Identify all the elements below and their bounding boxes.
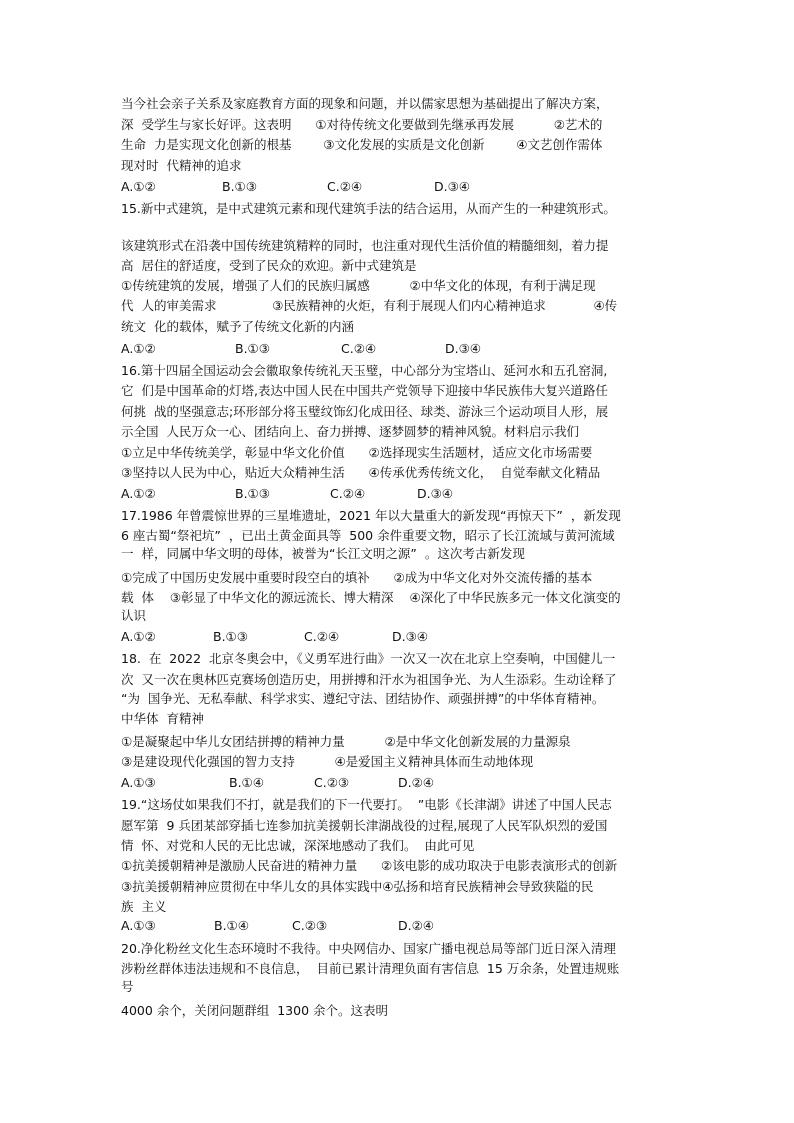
q16-option-b[interactable]: B.①③	[235, 486, 270, 501]
q19-choice-line-3: 族 主义	[121, 899, 167, 914]
q18-stem-line-2: 次 又一次在奥林匹克赛场创造历史，用拼搏和汗水为祖国争光、为人生添彩。生动诠释了	[121, 672, 617, 687]
q16-option-d[interactable]: D.③④	[417, 486, 454, 501]
q14-stem-line-3: 生命 力是实现文化创新的根基 ③文化发展的实质是文化创新 ④文艺创作需体	[121, 137, 603, 152]
q17-option-d[interactable]: D.③④	[392, 629, 429, 644]
q18-choice-line-1: ①是凝聚起中华儿女团结拼搏的精神力量 ②是中华文化创新发展的力量源泉	[121, 734, 571, 749]
q16-stem-line-2: 它 们是中国革命的灯塔,表达中国人民在中国共产党领导下迎接中华民族伟大复兴道路任	[121, 383, 608, 398]
q18-option-b[interactable]: B.①④	[229, 775, 264, 790]
q14-option-c[interactable]: C.②④	[327, 179, 363, 194]
q14-stem-line-1: 当今社会亲子关系及家庭教育方面的现象和问题，并以儒家思想为基础提出了解决方案，	[121, 96, 609, 111]
q17-option-c[interactable]: C.②④	[304, 629, 340, 644]
q15-stem-line-3: 高 居住的舒适度，受到了民众的欢迎。新中式建筑是	[121, 258, 417, 273]
q17-choice-line-3: 认识	[121, 608, 147, 623]
q16-options	[121, 485, 681, 503]
q20-stem-line-1: 20.净化粉丝文化生态环境时不我待。中央网信办、国家广播电视总局等部门近日深入清理	[121, 941, 616, 956]
q19-choice-line-1: ①抗美援朝精神是激励人民奋进的精神力量 ②该电影的成功取决于电影表演形式的创新	[121, 858, 618, 873]
q19-option-d[interactable]: D.②④	[398, 918, 435, 933]
q17-option-a[interactable]: A.①②	[121, 629, 156, 644]
q18-stem-line-1: 18. 在 2022 北京冬奥会中，《义勇军进行曲》一次又一次在北京上空奏响，中国健儿一	[121, 651, 616, 666]
q17-choice-line-1: ①完成了中国历史发展中重要时段空白的填补 ②成为中华文化对外交流传播的基本	[121, 570, 593, 585]
q14-stem-line-2: 深 受学生与家长好评。这表明 ①对待传统文化要做到先继承再发展 ②艺术的	[121, 117, 603, 132]
q20-stem-line-3: 号	[121, 979, 134, 994]
q19-options	[121, 917, 681, 935]
q18-stem-line-4: 中华体 育精神	[121, 711, 204, 726]
q19-stem-line-3: 情 怀、对党和人民的无比忠诚，深深地感动了我们。 由此可见	[121, 838, 475, 853]
q15-stem-line-4: ①传统建筑的发展，增强了人们的民族归属感 ②中华文化的体现，有利于满足现	[121, 278, 596, 293]
q19-stem-line-1: 19.“这场仗如果我们不打，就是我们的下一代要打。 ”电影《长津湖》讲述了中国人民志	[121, 797, 612, 812]
q19-option-a[interactable]: A.①③	[121, 918, 156, 933]
q17-option-b[interactable]: B.①③	[213, 629, 248, 644]
q17-stem-line-3: 一 样，同属中华文明的母体，被誉为“长江文明之源” 。这次考古新发现	[121, 546, 525, 561]
q16-stem-line-3: 何挑 战的坚强意志;环形部分将玉璧纹饰幻化成田径、球类、游泳三个运动项目人形，展	[121, 404, 609, 419]
q14-option-a[interactable]: A.①②	[121, 179, 156, 194]
q17-stem-line-1: 17.1986 年曾震惊世界的三星堆遗址，2021 年以大量重大的新发现“再惊天下” ，新发现	[121, 508, 621, 523]
q16-option-a[interactable]: A.①②	[121, 486, 156, 501]
q15-options	[121, 340, 681, 358]
q14-options	[121, 178, 681, 196]
q14-stem-line-4: 现对时 代精神的追求	[121, 158, 242, 173]
q18-options	[121, 774, 681, 792]
q18-option-a[interactable]: A.①③	[121, 775, 156, 790]
q15-option-a[interactable]: A.①②	[121, 341, 156, 356]
q18-option-d[interactable]: D.②④	[398, 775, 435, 790]
q15-stem-line-5: 代 人的审美需求 ③民族精神的火炬，有利于展现人们内心精神追求 ④传	[121, 298, 618, 313]
q20-stem-line-4: 4000 余个，关闭问题群组 1300 余个。这表明	[121, 1003, 389, 1018]
q19-option-b[interactable]: B.①④	[214, 918, 249, 933]
q16-choice-line-2: ③坚持以人民为中心，贴近大众精神生活 ④传承优秀传统文化， 自觉奉献文化精品	[121, 465, 601, 480]
q18-option-c[interactable]: C.②③	[314, 775, 350, 790]
q16-stem-line-4: 示全国 人民万众一心、团结向上、奋力拼搏、逐梦圆梦的精神风貌。材料启示我们	[121, 424, 579, 439]
q14-option-d[interactable]: D.③④	[434, 179, 471, 194]
q19-option-c[interactable]: C.②③	[292, 918, 328, 933]
q18-stem-line-3: “为 国争光、无私奉献、科学求实、遵纪守法、团结协作、顽强拼搏”的中华体育精神。	[121, 691, 605, 706]
q17-options	[121, 628, 681, 646]
q16-choice-line-1: ①立足中华传统美学，彰显中华文化价值 ②选择现实生活题材，适应文化市场需要	[121, 445, 593, 460]
q19-stem-line-2: 愿军第 9 兵团某部穿插七连参加抗美援朝长津湖战役的过程,展现了人民军队炽烈的爱国	[121, 818, 608, 833]
q18-choice-line-2: ③是建设现代化强国的智力支持 ④是爱国主义精神具体而生动地体现	[121, 754, 534, 769]
q19-choice-line-2: ③抗美援朝精神应贯彻在中华儿女的具体实践中④弘扬和培育民族精神会导致狭隘的民	[121, 879, 594, 894]
q15-option-d[interactable]: D.③④	[445, 341, 482, 356]
q15-option-c[interactable]: C.②④	[341, 341, 377, 356]
q20-stem-line-2: 涉粉丝群体违法违规和不良信息， 目前已累计清理负面有害信息 15 万余条，处置违规账	[121, 961, 620, 976]
q16-option-c[interactable]: C.②④	[330, 486, 366, 501]
q15-option-b[interactable]: B.①③	[235, 341, 270, 356]
q16-stem-line-1: 16.第十四届全国运动会会徽取象传统礼天玉璧，中心部分为宝塔山、延河水和五孔窑洞,	[121, 363, 608, 378]
q15-stem-line-2: 该建筑形式在沿袭中国传统建筑精粹的同时，也注重对现代生活价值的精髓细刻，着力提	[121, 238, 609, 253]
q15-stem-line-1: 15.新中式建筑，是中式建筑元素和现代建筑手法的结合运用，从而产生的一种建筑形式。	[121, 201, 616, 216]
q17-choice-line-2: 载 体 ③彰显了中华文化的源远流长、博大精深 ④深化了中华民族多元一体文化演变的	[121, 590, 621, 605]
q15-stem-line-6: 统文 化的载体，赋予了传统文化新的内涵	[121, 319, 354, 334]
q17-stem-line-2: 6 座古蜀“祭祀坑” ，已出土黄金面具等 500 余件重要文物，昭示了长江流域与黄河流域	[121, 528, 615, 543]
q14-option-b[interactable]: B.①③	[222, 179, 257, 194]
